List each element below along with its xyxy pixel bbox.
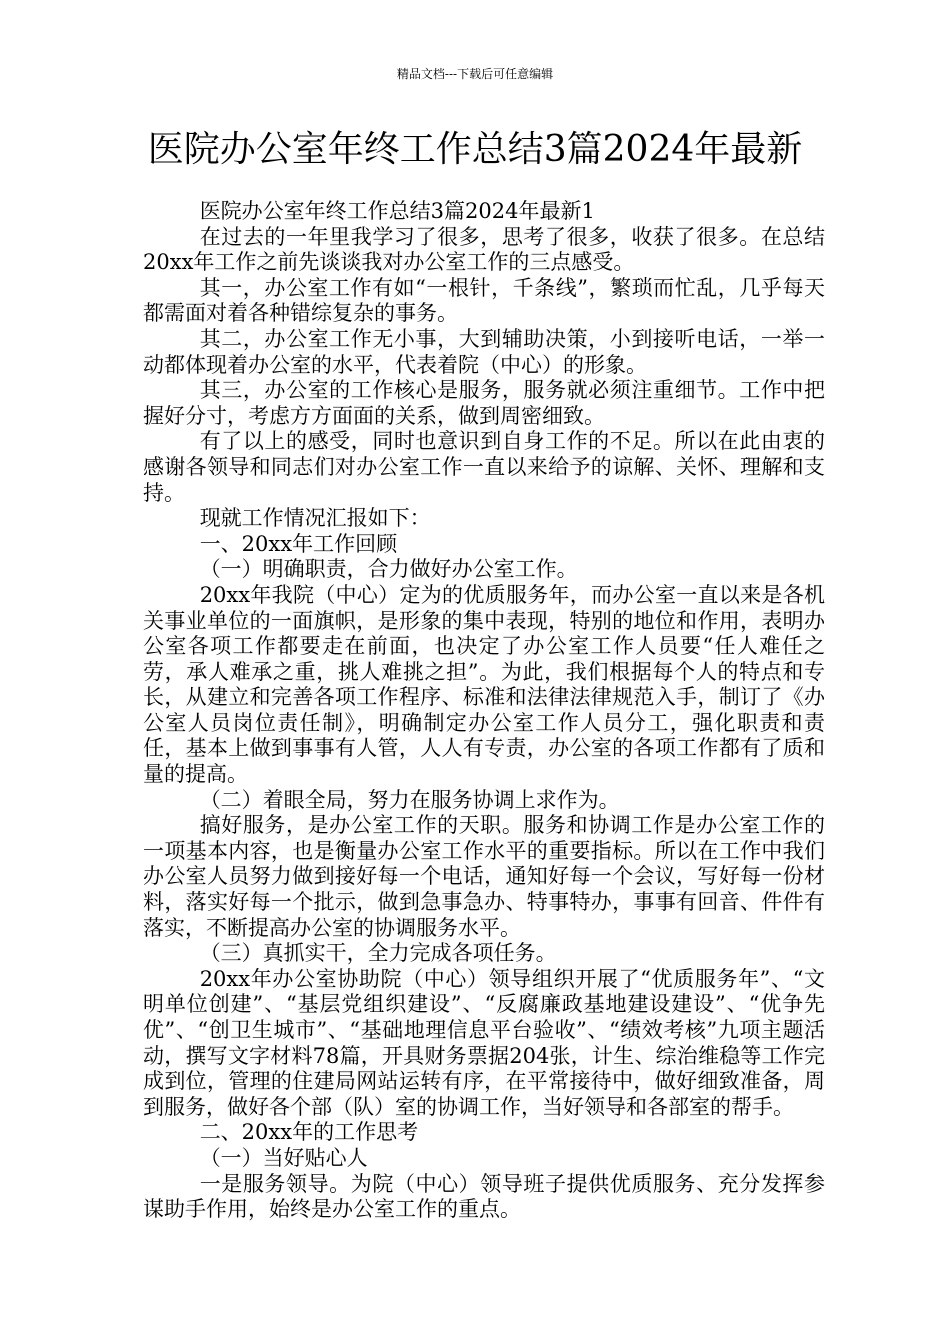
document-title: 医院办公室年终工作总结3篇2024年最新 [147, 129, 803, 170]
paragraph: 其一，办公室工作有如“一根针，千条线”，繁琐而忙乱，几乎每天都需面对着各种错综复杂的事务。 [143, 275, 825, 326]
subsection-heading: （二）着眼全局，努力在服务协调上求作为。 [199, 787, 620, 812]
subsection-heading: （三）真抓实干，全力完成各项任务。 [199, 941, 557, 966]
paragraph: 一是服务领导。为院（中心）领导班子提供优质服务、充分发挥参谋助手作用，始终是办公室工作的重点。 [143, 1171, 825, 1222]
section-heading: 一、20xx年工作回顾 [199, 531, 398, 556]
document-body [143, 199, 825, 1223]
paragraph: 其三，办公室的工作核心是服务，服务就必须注重细节。工作中把握好分寸，考虑方方面面的关系，做到周密细致。 [143, 378, 825, 428]
paragraph: 搞好服务，是办公室工作的天职。服务和协调工作是办公室工作的一项基本内容，也是衡量办公室工作水平的重要指标。所以在工作中我们办公室人员努力做到接好每一个电话，通知好每一个会议，写好每一份材料，落实好每一个批示，做到急事急办、特事特办，事事有回音、件件有落实，不断提高办公室的协调服务水平。 [143, 813, 825, 940]
paragraph: 20xx年我院（中心）定为的优质服务年，而办公室一直以来是各机关事业单位的一面旗帜，是形象的集中表现，特别的地位和作用，表明办公室各项工作都要走在前面，也决定了办公室工作人员要“任人难任之劳，承人难承之重，挑人难挑之担”。为此，我们根据每个人的特点和专长，从建立和完善各项工作程序、标准和法律法律规范入手，制订了《办公室人员岗位责任制》，明确制定办公室工作人员分工，强化职责和责任，基本上做到事事有人管，人人有专责，办公室的各项工作都有了质和量的提高。 [143, 582, 825, 787]
subsection-heading: （一）明确职责，合力做好办公室工作。 [199, 557, 578, 582]
paragraph: 医院办公室年终工作总结3篇2024年最新1 [199, 199, 595, 223]
paragraph: 有了以上的感受，同时也意识到自身工作的不足。所以在此由衷的感谢各领导和同志们对办公室工作一直以来给予的谅解、关怀、理解和支持。 [143, 429, 825, 505]
paragraph: 其二，办公室工作无小事，大到辅助决策，小到接听电话，一举一动都体现着办公室的水平，代表着院（中心）的形象。 [143, 326, 825, 377]
paragraph: 在过去的一年里我学习了很多，思考了很多，收获了很多。在总结20xx年工作之前先谈谈我对办公室工作的三点感受。 [143, 224, 825, 275]
subsection-heading: （一）当好贴心人 [199, 1145, 368, 1170]
paragraph: 现就工作情况汇报如下： [199, 506, 431, 531]
header-note: 精品文档---下载后可任意编辑 [396, 67, 554, 81]
section-heading: 二、20xx年的工作思考 [199, 1120, 419, 1145]
paragraph: 20xx年办公室协助院（中心）领导组织开展了“优质服务年”、“文明单位创建”、“基层党组织建设”、“反腐廉政基地建设建设”、“优争先优”、“创卫生城市”、“基础地理信息平台验收”、“绩效考核”九项主题活动，撰写文字材料78篇，开具财务票据204张，计生、综治维稳等工作完成到位，管理的住建局网站运转有序，在平常接待中，做好细致准备，周到服务，做好各个部（队）室的协调工作，当好领导和各部室的帮手。 [143, 966, 825, 1119]
